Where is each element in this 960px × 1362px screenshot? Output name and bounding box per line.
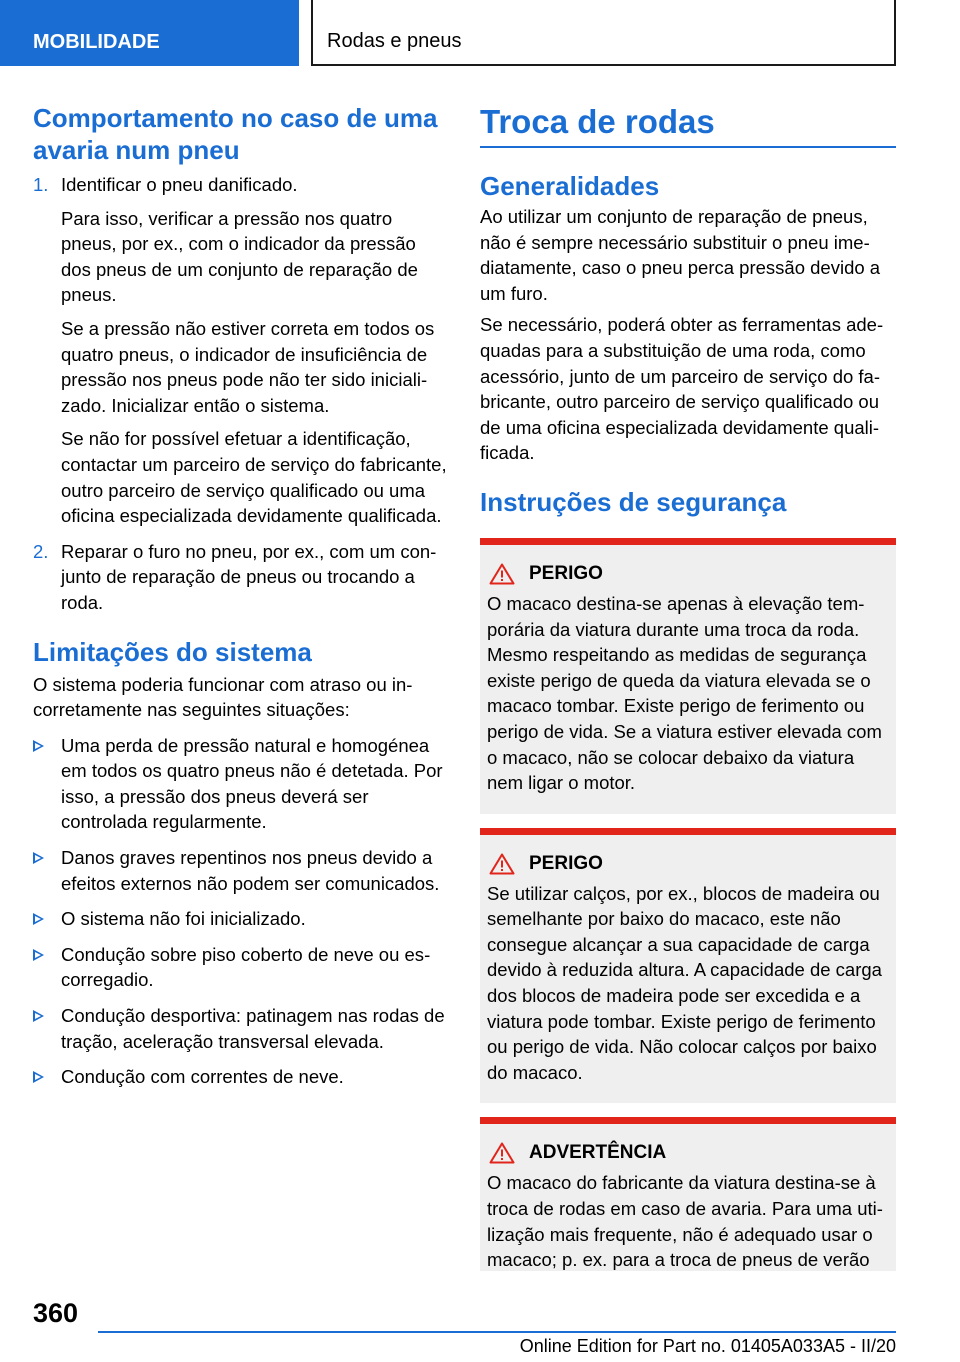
- step-number: 2.: [33, 540, 49, 562]
- warning-triangle-icon: [489, 853, 515, 875]
- page-number: 360: [33, 1298, 79, 1328]
- bullet-triangle-icon: [33, 949, 44, 961]
- general-paragraph: Se necessário, poderá obter as ferramentas adequadas para a substituição de uma roda, como acessório, junto de um parceiro de serviço do fabricante, outro parceiro de serviço qualificado ou de uma oficina especializada devidamente qualificada.: [480, 314, 884, 464]
- page-title: Troca de rodas: [480, 100, 896, 148]
- step-paragraph: Identificar o pneu danificado.: [61, 174, 298, 195]
- warning-text: O macaco do fabricante da viatura destina-se à troca de rodas em caso de avaria. Para uma utilização mais frequente, não é adequado usar o macaco; p. ex. para a troca de pneus de verão: [487, 1172, 883, 1271]
- limits-list: [33, 733, 447, 1090]
- step-paragraph: Se a pressão não estiver correta em todos os quatro pneus, o indicador de insuficiência de pressão nos pneus pode não ter sido inicializado. Inicializar então o sistema.: [61, 317, 435, 416]
- tire-damage-heading: Comportamento no caso de uma avaria num pneu: [33, 103, 438, 165]
- step-paragraph: Se não for possível efetuar a identificação, contactar um parceiro de serviço do fabricante, outro parceiro de serviço qualificado ou uma oficina especializada devidamente qualificada.: [61, 428, 447, 527]
- bullet-triangle-icon: [33, 852, 44, 864]
- footer-edition: Online Edition for Part no. 01405A033A5 - II/20: [519, 1336, 896, 1356]
- list-item: Condução com correntes de neve.: [33, 1064, 447, 1090]
- warning-box: [480, 1117, 896, 1271]
- step-number: 1.: [33, 174, 49, 195]
- warning-triangle-icon: [489, 563, 515, 585]
- warning-triangle-icon: [489, 1142, 515, 1164]
- safety-heading: Instruções de segurança: [480, 486, 787, 517]
- step-item: [33, 172, 447, 529]
- list-item: Condução sobre piso coberto de neve ou escorregadio.: [33, 942, 447, 993]
- system-limits-heading: Limitações do sistema: [33, 636, 312, 667]
- general-paragraph: Ao utilizar um conjunto de reparação de pneus, não é sempre necessário substituir o pneu imediatamente, caso o pneu perca pressão devido a um furo.: [480, 206, 881, 304]
- list-item: Condução desportiva: patinagem nas rodas de tração, aceleração transversal elevada.: [33, 1003, 447, 1054]
- right-column: [480, 100, 896, 1271]
- system-limits-intro: O sistema poderia funcionar com atraso ou incorretamente nas seguintes situações:: [33, 673, 413, 721]
- bullet-triangle-icon: [33, 913, 44, 925]
- steps-list: [33, 172, 447, 616]
- list-item: Danos graves repentinos nos pneus devido a efeitos externos não podem ser comunicados.: [33, 845, 447, 896]
- step-item: [33, 539, 447, 616]
- chapter-tab[interactable]: MOBILIDADE: [0, 0, 299, 66]
- footer-divider: [98, 1331, 896, 1333]
- left-column: [33, 102, 447, 1100]
- list-item: O sistema não foi inicializado.: [33, 906, 447, 932]
- step-paragraph: Reparar o furo no pneu, por ex., com um conjunto de reparação de pneus ou trocando a roda.: [61, 540, 437, 613]
- step-paragraph: Para isso, verificar a pressão nos quatro pneus, por ex., com o indicador da pressão dos pneus de um conjunto de reparação de pneus.: [61, 207, 418, 306]
- warning-label: PERIGO: [529, 852, 603, 874]
- bullet-triangle-icon: [33, 1071, 44, 1083]
- general-heading: Generalidades: [480, 171, 660, 201]
- warning-label: ADVERTÊNCIA: [529, 1142, 667, 1164]
- warning-box: [480, 538, 896, 814]
- warning-text: O macaco destina-se apenas à elevação temporária da viatura durante uma troca da roda. Mesmo respeitando as medidas de segurança existe perigo de queda da viatura elevada se o macaco tombar. Existe perigo de ferimento ou perigo de vida. Se a viatura estiver elevada com o macaco, não se colocar debaixo da viatura nem ligar o motor.: [487, 592, 882, 794]
- bullet-triangle-icon: [33, 740, 44, 752]
- warning-box: [480, 828, 896, 1104]
- bullet-triangle-icon: [33, 1010, 44, 1022]
- warning-text: Se utilizar calços, por ex., blocos de madeira ou semelhante por baixo do macaco, este não consegue alcançar a sua capacidade de carga devido à reduzida altura. A capacidade de carga dos blocos de madeira pode ser excedida e a viatura pode tombar. Existe perigo de ferimento ou perigo de vida. Não colocar calços por baixo do macaco.: [487, 882, 882, 1083]
- list-item: Uma perda de pressão natural e homogénea em todos os quatro pneus não é detetada. Por isso, a pressão dos pneus deverá ser controlada regularmente.: [33, 733, 447, 835]
- section-title: Rodas e pneus: [311, 0, 896, 66]
- warning-label: PERIGO: [529, 562, 603, 584]
